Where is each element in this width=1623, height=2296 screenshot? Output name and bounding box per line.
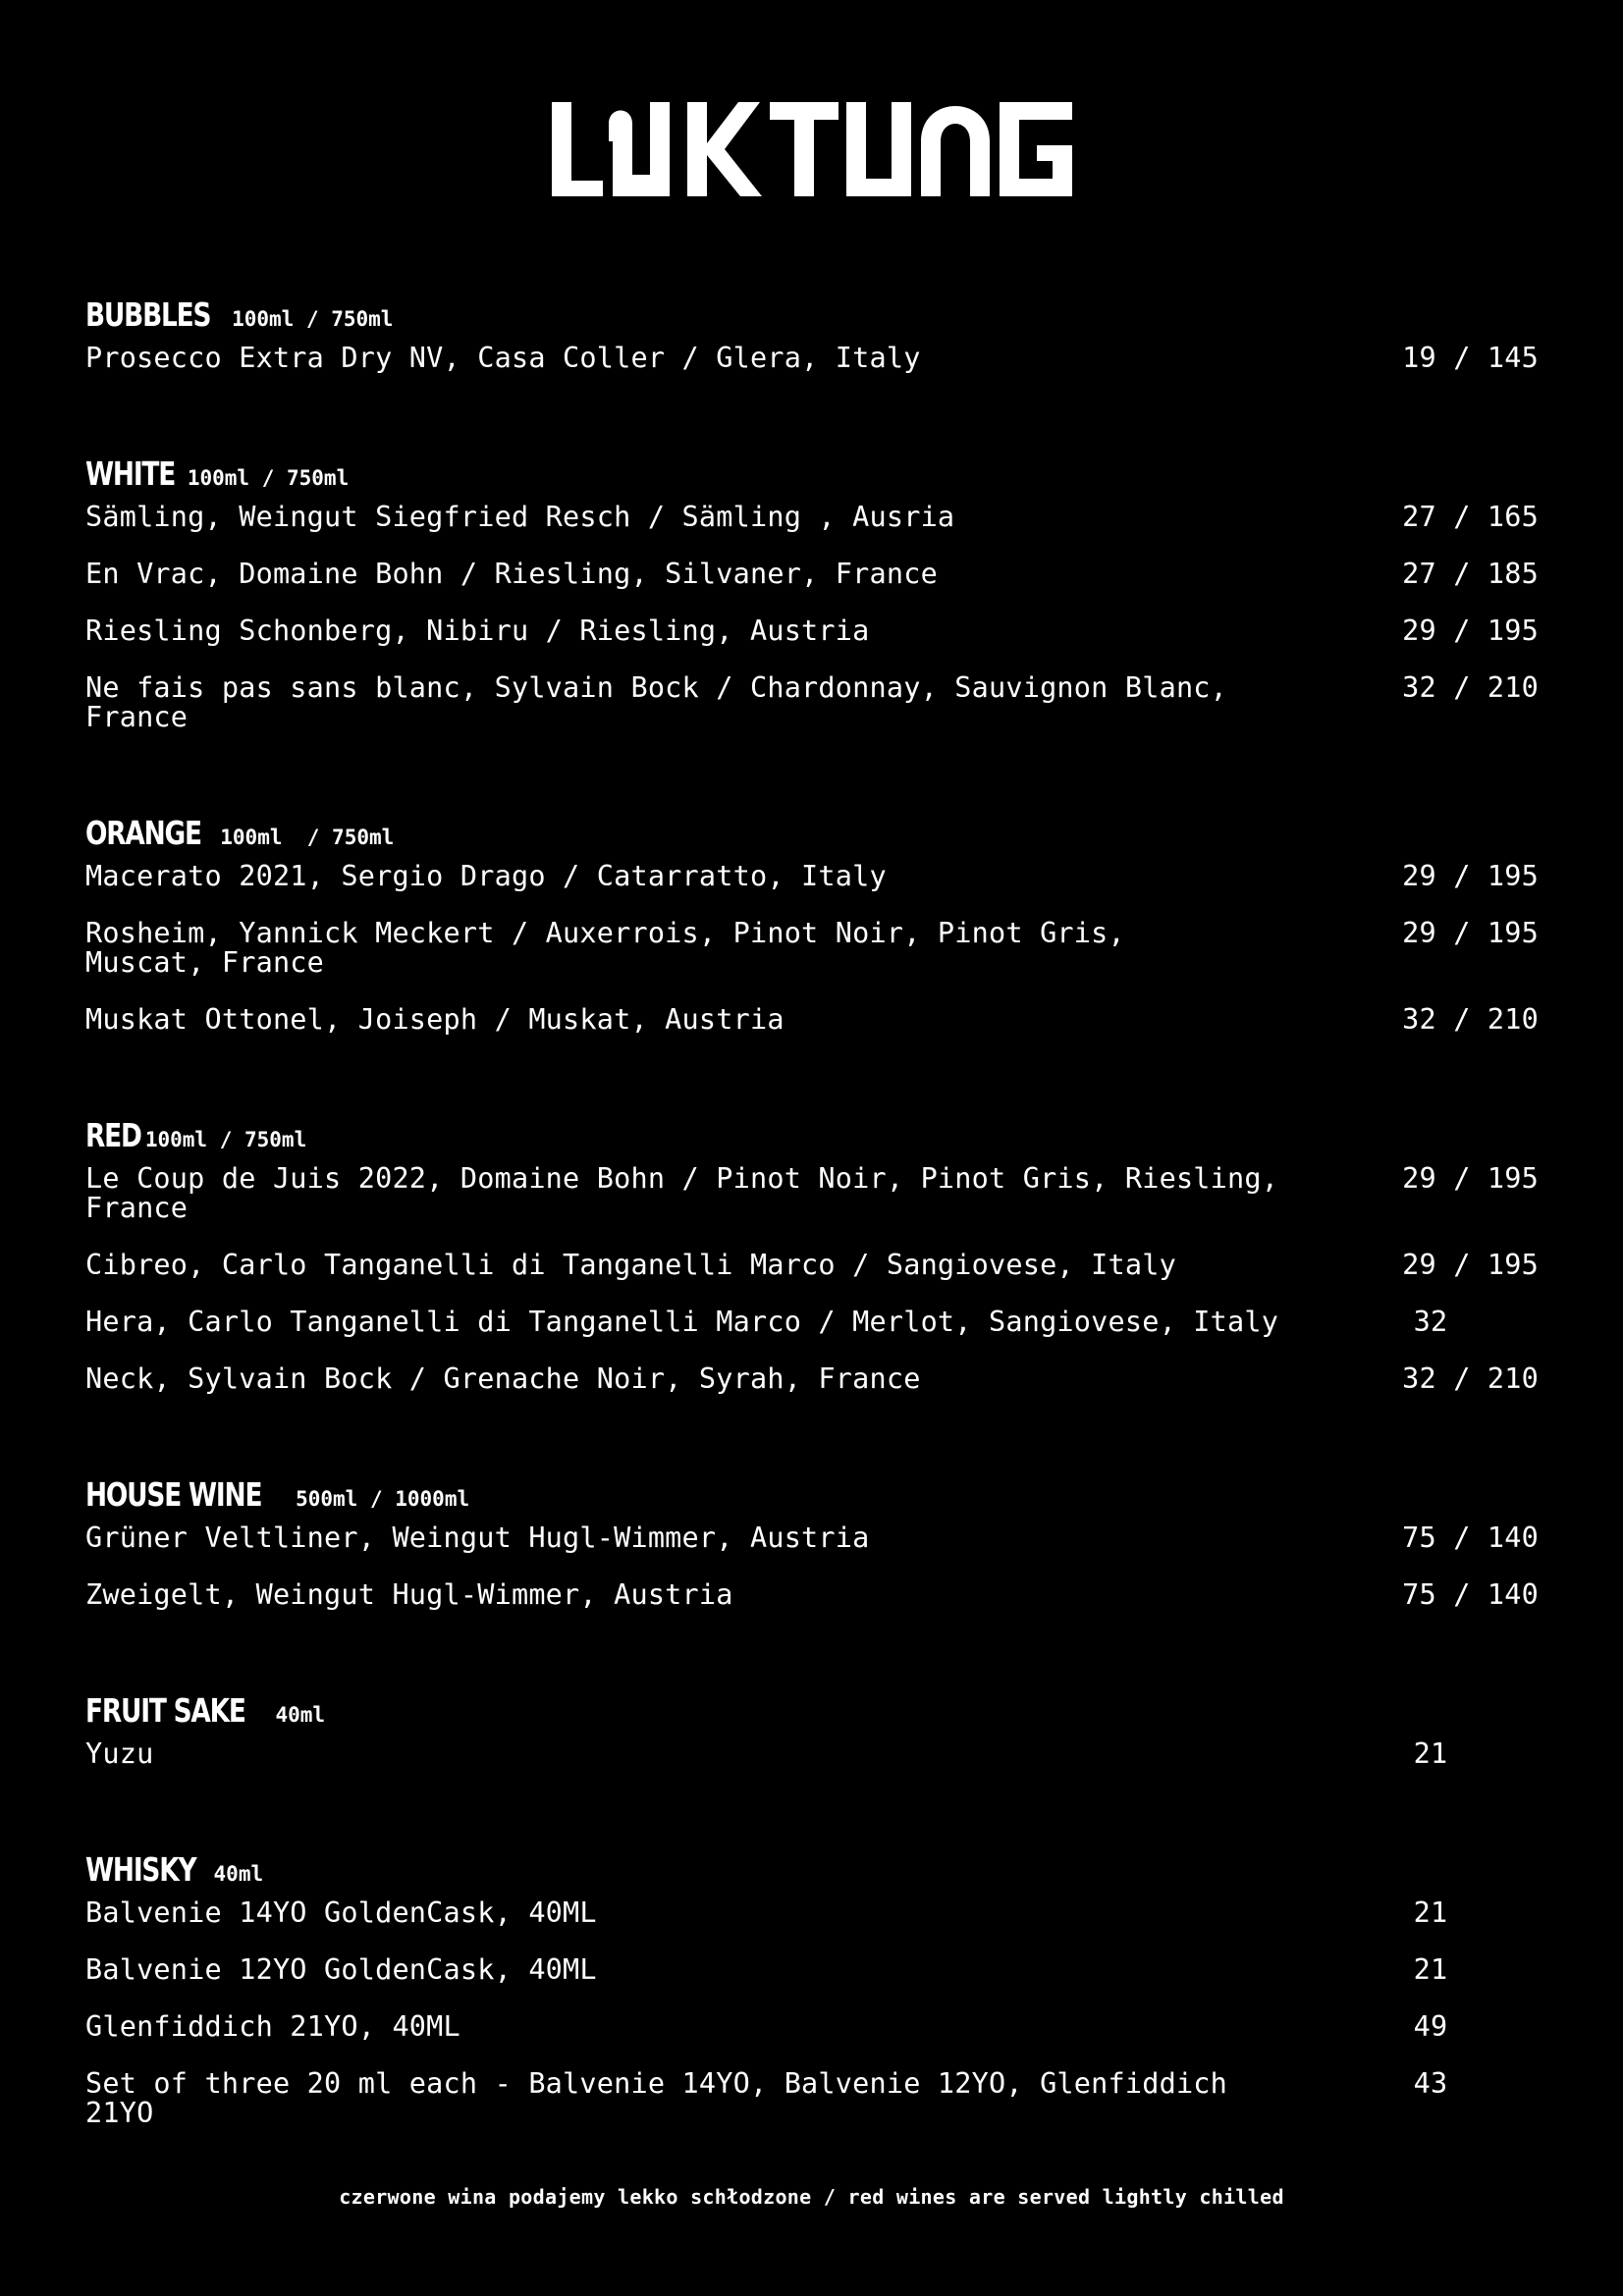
item-name: Balvenie 14YO GoldenCask, 40ML xyxy=(85,1896,597,1929)
section-volume: 100ml / 750ml xyxy=(220,826,395,849)
menu-item xyxy=(85,1580,1539,1610)
section-header xyxy=(85,294,1539,336)
menu-section xyxy=(85,1474,1539,1610)
menu-item xyxy=(85,2069,1539,2128)
section-volume: 100ml / 750ml xyxy=(144,1128,307,1151)
section-volume: 40ml xyxy=(275,1703,326,1727)
menu-item xyxy=(85,1251,1539,1280)
item-price: 29 / 195 xyxy=(1402,1249,1539,1281)
item-price: 29 / 195 xyxy=(1402,1162,1539,1195)
menu-item xyxy=(85,1164,1539,1223)
item-price: 29 / 195 xyxy=(1402,614,1539,647)
section-header xyxy=(85,1115,1539,1156)
item-name: Cibreo, Carlo Tanganelli di Tanganelli Marco / Sangiovese, Italy xyxy=(85,1249,1176,1281)
menu-section xyxy=(85,813,1539,1035)
item-name: Glenfiddich 21YO, 40ML xyxy=(85,2010,460,2043)
item-price: 32 / 210 xyxy=(1402,1003,1539,1036)
item-name: Riesling Schonberg, Nibiru / Riesling, Austria xyxy=(85,614,870,647)
menu-item xyxy=(85,1364,1539,1394)
item-price: 21 xyxy=(1413,1737,1448,1770)
menu-item xyxy=(85,1898,1539,1928)
menu-item xyxy=(85,616,1539,646)
item-price: 32 / 210 xyxy=(1402,671,1539,704)
item-price: 32 xyxy=(1413,1306,1448,1338)
item-price: 29 / 195 xyxy=(1402,860,1539,892)
menu-section xyxy=(85,294,1539,373)
luktung-logo-mark xyxy=(552,102,1072,196)
menu-item xyxy=(85,503,1539,532)
section-title: ORANGE xyxy=(85,814,201,852)
section-volume: 100ml / 750ml xyxy=(187,466,350,490)
section-title: HOUSE WINE xyxy=(85,1475,262,1514)
section-header xyxy=(85,1690,1539,1732)
item-price: 21 xyxy=(1413,1896,1448,1929)
section-volume: 40ml xyxy=(213,1862,264,1886)
menu-item xyxy=(85,1308,1539,1337)
menu-item xyxy=(85,1739,1539,1769)
item-name: Ne fais pas sans blanc, Sylvain Bock / Chardonnay, Sauvignon Blanc, France xyxy=(85,671,1245,733)
item-price: 75 / 140 xyxy=(1402,1578,1539,1611)
menu-item xyxy=(85,1005,1539,1035)
item-price: 27 / 185 xyxy=(1402,558,1539,590)
item-name: Balvenie 12YO GoldenCask, 40ML xyxy=(85,1953,597,1986)
section-header xyxy=(85,1474,1539,1516)
item-name: Neck, Sylvain Bock / Grenache Noir, Syrah, France xyxy=(85,1362,921,1395)
brand-logo xyxy=(0,102,1623,204)
menu-item xyxy=(85,560,1539,589)
menu-item xyxy=(85,919,1539,978)
menu-item xyxy=(85,1523,1539,1553)
menu-item xyxy=(85,344,1539,373)
item-name: Rosheim, Yannick Meckert / Auxerrois, Pinot Noir, Pinot Gris, Muscat, France xyxy=(85,917,1125,979)
item-price: 32 / 210 xyxy=(1402,1362,1539,1395)
section-volume: 500ml / 1000ml xyxy=(296,1487,470,1511)
item-price: 27 / 165 xyxy=(1402,501,1539,533)
section-header xyxy=(85,454,1539,495)
section-title: BUBBLES xyxy=(85,295,211,334)
section-title: WHISKY xyxy=(85,1850,196,1889)
item-price: 19 / 145 xyxy=(1402,342,1539,374)
menu-item xyxy=(85,862,1539,891)
item-name: En Vrac, Domaine Bohn / Riesling, Silvaner, France xyxy=(85,558,938,590)
wine-menu xyxy=(85,294,1539,2209)
item-price: 49 xyxy=(1413,2010,1448,2043)
section-volume: 100ml / 750ml xyxy=(232,307,394,331)
section-header xyxy=(85,813,1539,854)
item-name: Zweigelt, Weingut Hugl-Wimmer, Austria xyxy=(85,1578,733,1611)
item-name: Grüner Veltliner, Weingut Hugl-Wimmer, Austria xyxy=(85,1522,870,1554)
item-name: Set of three 20 ml each - Balvenie 14YO, Balvenie 12YO, Glenfiddich 21YO xyxy=(85,2067,1245,2129)
menu-item xyxy=(85,1955,1539,1985)
section-header xyxy=(85,1849,1539,1891)
menu-section xyxy=(85,1849,1539,2128)
menu-section xyxy=(85,1690,1539,1769)
item-name: Hera, Carlo Tanganelli di Tanganelli Marco / Merlot, Sangiovese, Italy xyxy=(85,1306,1279,1338)
menu-section xyxy=(85,1115,1539,1394)
item-name: Sämling, Weingut Siegfried Resch / Sämling , Ausria xyxy=(85,501,955,533)
item-price: 75 / 140 xyxy=(1402,1522,1539,1554)
item-name: Prosecco Extra Dry NV, Casa Coller / Glera, Italy xyxy=(85,342,921,374)
menu-section xyxy=(85,454,1539,732)
item-price: 21 xyxy=(1413,1953,1448,1986)
item-price: 29 / 195 xyxy=(1402,917,1539,949)
menu-item xyxy=(85,673,1539,732)
footnote: czerwone wina podajemy lekko schłodzone / red wines are served lightly chilled xyxy=(339,2185,1284,2209)
section-title: RED xyxy=(85,1116,141,1154)
item-name: Le Coup de Juis 2022, Domaine Bohn / Pinot Noir, Pinot Gris, Riesling, France xyxy=(85,1162,1296,1224)
menu-item xyxy=(85,2012,1539,2042)
item-name: Macerato 2021, Sergio Drago / Catarratto, Italy xyxy=(85,860,887,892)
item-name: Muskat Ottonel, Joiseph / Muskat, Austria xyxy=(85,1003,784,1036)
section-title: FRUIT SAKE xyxy=(85,1691,245,1730)
item-price: 43 xyxy=(1413,2067,1448,2100)
item-name: Yuzu xyxy=(85,1737,154,1770)
section-title: WHITE xyxy=(85,454,176,493)
